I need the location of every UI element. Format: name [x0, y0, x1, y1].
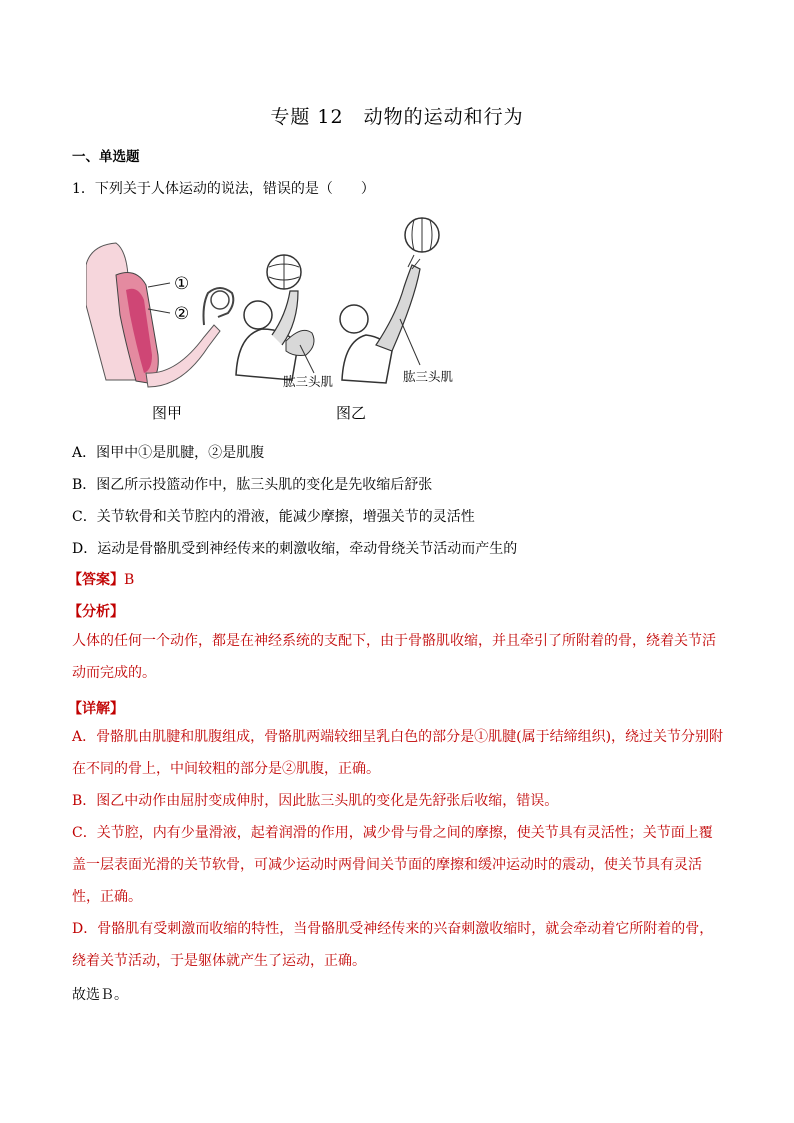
option-c: C．关节软骨和关节腔内的滑液，能减少摩擦，增强关节的灵活性: [72, 509, 475, 525]
detail-label: 【详解】: [68, 701, 124, 717]
label-2: ②: [174, 304, 190, 324]
answer-label: 【答案】: [68, 572, 124, 588]
figure-b-person-1: [236, 255, 314, 380]
analysis-text: 人体的任何一个动作，都是在神经系统的支配下，由于骨骼肌收缩，并且牵引了所附着的骨，绕着关节活动而完成的。: [72, 633, 716, 681]
section-heading: 一、单选题: [72, 149, 140, 165]
option-a: A．图甲中①是肌腱，②是肌腹: [72, 445, 265, 461]
answer-value: B: [124, 572, 135, 588]
detail-item-b: B．图乙中动作由屈肘变成伸肘，因此肱三头肌的变化是先舒张后收缩，错误。: [72, 793, 559, 809]
question-figure: [86, 205, 506, 430]
arm-muscle-illustration: [86, 205, 506, 430]
detail-item-c: C．关节腔，内有少量滑液，起着润滑的作用，减少骨与骨之间的摩擦，使关节具有灵活性；关节面上覆盖一层表面光滑的关节软骨，可减少运动时两骨间关节面的摩擦和缓冲运动时的震动，使关节具有灵活性，正确。: [72, 825, 713, 905]
figure-a-arm-drawing: [86, 243, 233, 387]
page-title: 专题 12 动物的运动和行为: [270, 106, 524, 128]
caption-figure-b: 图乙: [336, 404, 367, 422]
option-b: B．图乙所示投篮动作中，肱三头肌的变化是先收缩后舒张: [72, 477, 433, 493]
detail-item-a: A．骨骼肌由肌腱和肌腹组成，骨骼肌两端较细呈乳白色的部分是①肌腱(属于结缔组织)，绕过关节分别附在不同的骨上，中间较粗的部分是②肌腹，正确。: [72, 729, 724, 777]
conclusion: 故选Ｂ。: [72, 987, 128, 1003]
answer-line: [68, 569, 134, 589]
caption-figure-a: 图甲: [152, 404, 183, 422]
analysis-label: 【分析】: [68, 604, 124, 620]
detail-item-d: D．骨骼肌有受刺激而收缩的特性，当骨骼肌受神经传来的兴奋刺激收缩时，就会牵动着它所附着的骨，绕着关节活动，于是躯体就产生了运动，正确。: [72, 921, 714, 969]
figure-b-person-2: [340, 218, 439, 383]
option-d: D．运动是骨骼肌受到神经传来的刺激收缩，牵动骨绕关节活动而产生的: [72, 541, 518, 557]
muscle-label-left: 肱三头肌: [283, 374, 334, 389]
question-stem: 1．下列关于人体运动的说法，错误的是（ ）: [72, 181, 375, 197]
muscle-label-right: 肱三头肌: [403, 369, 454, 384]
label-1: ①: [174, 274, 190, 294]
